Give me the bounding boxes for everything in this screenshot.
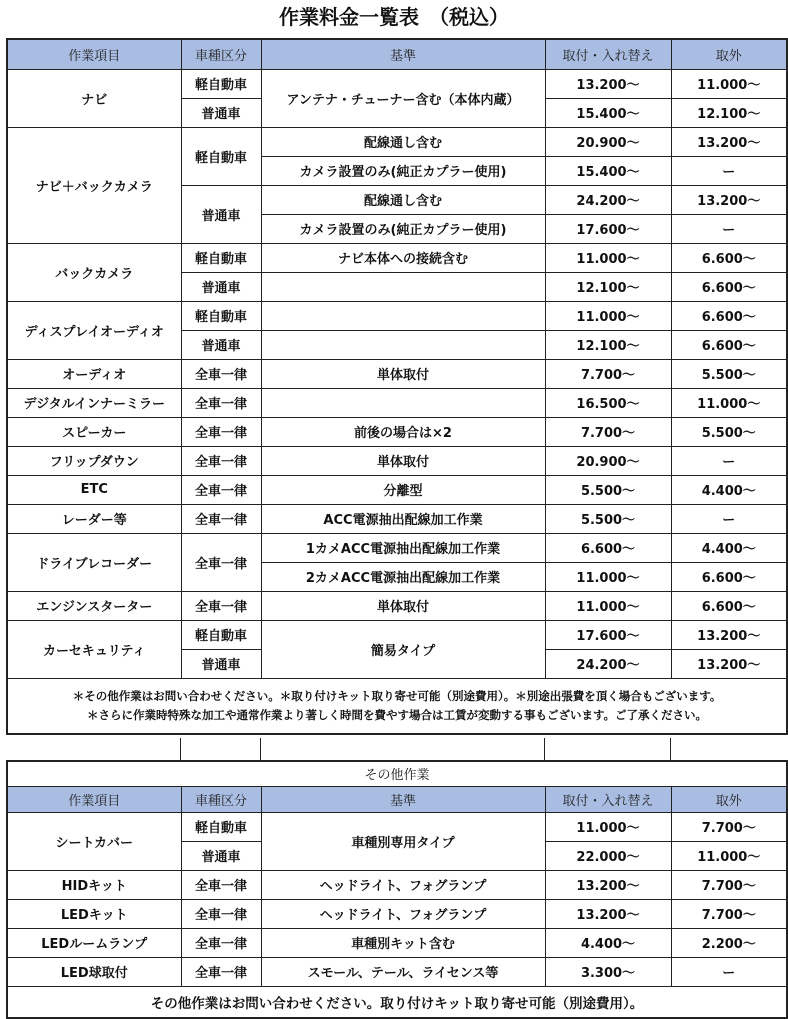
notes-cell: [7, 678, 787, 734]
vehicle-cell: 軽自動車: [181, 620, 261, 649]
vehicle-cell: 軽自動車: [181, 812, 261, 841]
criteria-cell: 配線通し含む: [261, 185, 545, 214]
install-price: 17.600〜: [545, 620, 671, 649]
install-price: 6.600〜: [545, 533, 671, 562]
vehicle-cell: 全車一律: [181, 475, 261, 504]
install-price: 11.000〜: [545, 301, 671, 330]
header-criteria: 基準: [261, 39, 545, 69]
remove-price: ー: [671, 504, 787, 533]
criteria-cell: アンテナ・チューナー含む（本体内蔵）: [261, 69, 545, 127]
vehicle-cell: 普通車: [181, 272, 261, 301]
table-row: [7, 957, 787, 986]
install-price: 4.400〜: [545, 928, 671, 957]
criteria-cell: [261, 272, 545, 301]
criteria-cell: 単体取付: [261, 446, 545, 475]
install-price: 12.100〜: [545, 272, 671, 301]
vehicle-cell: 軽自動車: [181, 243, 261, 272]
item-cell: オーディオ: [7, 359, 181, 388]
header-vehicle-class: 車種区分: [181, 786, 261, 812]
install-price: 11.000〜: [545, 243, 671, 272]
header-install: 取付・入れ替え: [545, 786, 671, 812]
item-cell: LEDキット: [7, 899, 181, 928]
table-row: [7, 69, 787, 98]
criteria-cell: 2カメACC電源抽出配線加工作業: [261, 562, 545, 591]
install-price: 7.700〜: [545, 359, 671, 388]
vehicle-cell: 全車一律: [181, 870, 261, 899]
table-row: [7, 620, 787, 649]
gap-divider: [260, 738, 261, 760]
install-price: 5.500〜: [545, 504, 671, 533]
remove-price: 6.600〜: [671, 591, 787, 620]
install-price: 15.400〜: [545, 156, 671, 185]
notes-row: [7, 678, 787, 734]
item-cell: デジタルインナーミラー: [7, 388, 181, 417]
install-price: 13.200〜: [545, 69, 671, 98]
vehicle-cell: 軽自動車: [181, 69, 261, 98]
criteria-cell: 前後の場合は×2: [261, 417, 545, 446]
vehicle-cell: 全車一律: [181, 388, 261, 417]
table-row: [7, 301, 787, 330]
remove-price: 7.700〜: [671, 870, 787, 899]
item-cell: HIDキット: [7, 870, 181, 899]
vehicle-cell: 軽自動車: [181, 301, 261, 330]
remove-price: ー: [671, 446, 787, 475]
header-remove: 取外: [671, 786, 787, 812]
remove-price: 6.600〜: [671, 243, 787, 272]
criteria-cell: 車種別専用タイプ: [261, 812, 545, 870]
criteria-cell: [261, 388, 545, 417]
item-cell: ドライブレコーダー: [7, 533, 181, 591]
remove-price: 5.500〜: [671, 359, 787, 388]
header-item: 作業項目: [7, 39, 181, 69]
gap-divider: [544, 738, 545, 760]
install-price: 20.900〜: [545, 446, 671, 475]
criteria-cell: [261, 301, 545, 330]
install-price: 11.000〜: [545, 591, 671, 620]
table-row: [7, 899, 787, 928]
install-price: 13.200〜: [545, 870, 671, 899]
criteria-cell: ヘッドライト、フォグランプ: [261, 870, 545, 899]
vehicle-cell: 普通車: [181, 649, 261, 678]
vehicle-cell: 全車一律: [181, 591, 261, 620]
remove-price: 11.000〜: [671, 388, 787, 417]
vehicle-cell: 全車一律: [181, 417, 261, 446]
criteria-cell: ACC電源抽出配線加工作業: [261, 504, 545, 533]
install-price: 5.500〜: [545, 475, 671, 504]
install-price: 16.500〜: [545, 388, 671, 417]
item-cell: フリップダウン: [7, 446, 181, 475]
install-price: 11.000〜: [545, 562, 671, 591]
vehicle-cell: 軽自動車: [181, 127, 261, 185]
header-remove: 取外: [671, 39, 787, 69]
criteria-cell: スモール、テール、ライセンス等: [261, 957, 545, 986]
install-price: 20.900〜: [545, 127, 671, 156]
spreadsheet-gap-row: [6, 738, 786, 760]
criteria-cell: 単体取付: [261, 591, 545, 620]
other-work-table: [6, 760, 788, 1019]
install-price: 15.400〜: [545, 98, 671, 127]
remove-price: 6.600〜: [671, 330, 787, 359]
install-price: 22.000〜: [545, 841, 671, 870]
table-row: [7, 388, 787, 417]
item-cell: シートカバー: [7, 812, 181, 870]
note-line-1: ＊その他作業はお問い合わせください。＊取り付けキット取り寄せ可能（別途費用）。＊別途出張費を頂く場合もございます。: [72, 688, 722, 703]
item-cell: LED球取付: [7, 957, 181, 986]
remove-price: 7.700〜: [671, 812, 787, 841]
table-row: [7, 243, 787, 272]
price-table: [6, 38, 788, 735]
install-price: 7.700〜: [545, 417, 671, 446]
criteria-cell: [261, 330, 545, 359]
remove-price: ー: [671, 957, 787, 986]
remove-price: 11.000〜: [671, 841, 787, 870]
remove-price: 6.600〜: [671, 562, 787, 591]
criteria-cell: 車種別キット含む: [261, 928, 545, 957]
item-cell: ETC: [7, 475, 181, 504]
other-note: その他作業はお問い合わせください。取り付けキット取り寄せ可能（別途費用）。: [7, 986, 787, 1018]
table-row: [7, 870, 787, 899]
criteria-cell: 1カメACC電源抽出配線加工作業: [261, 533, 545, 562]
item-cell: レーダー等: [7, 504, 181, 533]
table-row: [7, 928, 787, 957]
header-item: 作業項目: [7, 786, 181, 812]
section-title-row: [7, 761, 787, 786]
gap-divider: [180, 738, 181, 760]
install-price: 13.200〜: [545, 899, 671, 928]
install-price: 11.000〜: [545, 812, 671, 841]
criteria-cell: カメラ設置のみ(純正カプラー使用): [261, 156, 545, 185]
section-title: その他作業: [7, 761, 787, 786]
table-header-row: [7, 786, 787, 812]
criteria-cell: 配線通し含む: [261, 127, 545, 156]
remove-price: 13.200〜: [671, 185, 787, 214]
install-price: 24.200〜: [545, 649, 671, 678]
item-cell: カーセキュリティ: [7, 620, 181, 678]
item-cell: スピーカー: [7, 417, 181, 446]
table-row: [7, 417, 787, 446]
note-line-2: ＊さらに作業時特殊な加工や通常作業より著しく時間を費やす場合は工賃が変動する事もございます。ご了承ください。: [86, 707, 708, 722]
notes-row: [7, 986, 787, 1018]
criteria-cell: 単体取付: [261, 359, 545, 388]
vehicle-cell: 全車一律: [181, 359, 261, 388]
remove-price: 4.400〜: [671, 533, 787, 562]
table-row: [7, 446, 787, 475]
install-price: 12.100〜: [545, 330, 671, 359]
item-cell: ナビ＋バックカメラ: [7, 127, 181, 243]
criteria-cell: カメラ設置のみ(純正カプラー使用): [261, 214, 545, 243]
item-cell: ディスプレイオーディオ: [7, 301, 181, 359]
vehicle-cell: 普通車: [181, 185, 261, 243]
table-row: [7, 533, 787, 562]
install-price: 3.300〜: [545, 957, 671, 986]
table-header-row: [7, 39, 787, 69]
vehicle-cell: 全車一律: [181, 446, 261, 475]
table-row: [7, 359, 787, 388]
vehicle-cell: 全車一律: [181, 533, 261, 591]
remove-price: 7.700〜: [671, 899, 787, 928]
item-cell: LEDルームランプ: [7, 928, 181, 957]
remove-price: 12.100〜: [671, 98, 787, 127]
remove-price: 13.200〜: [671, 649, 787, 678]
criteria-cell: 簡易タイプ: [261, 620, 545, 678]
table-row: [7, 127, 787, 156]
install-price: 24.200〜: [545, 185, 671, 214]
vehicle-cell: 全車一律: [181, 504, 261, 533]
install-price: 17.600〜: [545, 214, 671, 243]
item-cell: ナビ: [7, 69, 181, 127]
header-install: 取付・入れ替え: [545, 39, 671, 69]
header-criteria: 基準: [261, 786, 545, 812]
vehicle-cell: 全車一律: [181, 957, 261, 986]
remove-price: 13.200〜: [671, 127, 787, 156]
criteria-cell: 分離型: [261, 475, 545, 504]
remove-price: 5.500〜: [671, 417, 787, 446]
vehicle-cell: 普通車: [181, 98, 261, 127]
criteria-cell: ナビ本体への接続含む: [261, 243, 545, 272]
gap-divider: [670, 738, 671, 760]
remove-price: 11.000〜: [671, 69, 787, 98]
vehicle-cell: 普通車: [181, 841, 261, 870]
remove-price: 6.600〜: [671, 301, 787, 330]
item-cell: バックカメラ: [7, 243, 181, 301]
remove-price: 6.600〜: [671, 272, 787, 301]
header-vehicle-class: 車種区分: [181, 39, 261, 69]
vehicle-cell: 普通車: [181, 330, 261, 359]
remove-price: 2.200〜: [671, 928, 787, 957]
page-title: 作業料金一覧表 （税込）: [279, 5, 509, 29]
table-row: [7, 812, 787, 841]
table-row: [7, 475, 787, 504]
vehicle-cell: 全車一律: [181, 928, 261, 957]
remove-price: ー: [671, 214, 787, 243]
remove-price: ー: [671, 156, 787, 185]
table-row: [7, 504, 787, 533]
criteria-cell: ヘッドライト、フォグランプ: [261, 899, 545, 928]
table-row: [7, 591, 787, 620]
remove-price: 13.200〜: [671, 620, 787, 649]
item-cell: エンジンスターター: [7, 591, 181, 620]
vehicle-cell: 全車一律: [181, 899, 261, 928]
remove-price: 4.400〜: [671, 475, 787, 504]
